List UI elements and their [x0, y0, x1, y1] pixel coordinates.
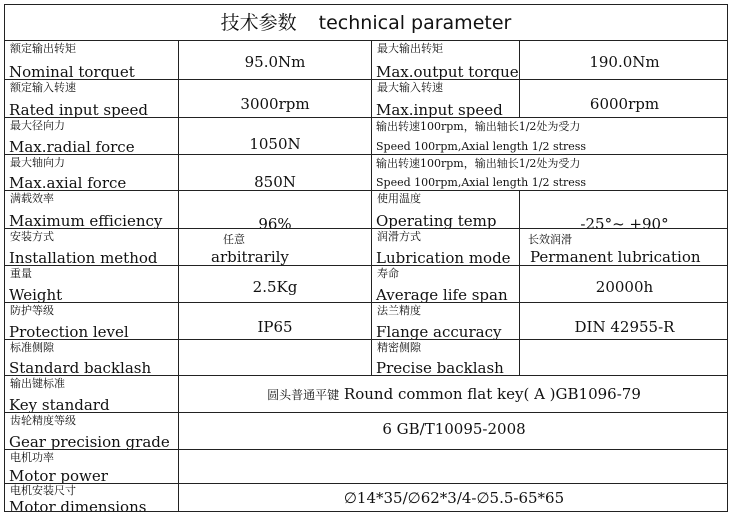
- value-cell: [520, 191, 729, 228]
- label-cn: 润滑方式: [377, 230, 421, 243]
- label-cell: [5, 229, 179, 265]
- label-cell: [5, 413, 179, 449]
- value-cell: [179, 266, 372, 302]
- label-en: Protection level: [9, 323, 129, 339]
- label-cn: 最大输出转矩: [377, 42, 443, 55]
- table-row-motor-power: [5, 450, 727, 484]
- value: 850N: [254, 173, 296, 190]
- title-en: technical parameter: [318, 12, 512, 34]
- label-en: Nominal torquet: [9, 63, 135, 79]
- label-en: Standard backlash: [9, 359, 152, 375]
- table-row-speed: [5, 80, 727, 118]
- label-cell: [372, 80, 520, 117]
- value: 6 GB/T10095-2008: [382, 420, 526, 438]
- label-en: Operating temp: [376, 212, 497, 228]
- value: 3000rpm: [240, 95, 310, 113]
- label-en: Installation method: [9, 249, 158, 265]
- table-row-key-standard: [5, 376, 727, 413]
- value-cell: [179, 413, 729, 449]
- table-row-backlash: [5, 340, 727, 376]
- label-cell: [5, 41, 179, 79]
- value: arbitrarily: [211, 248, 289, 265]
- label-cn: 电机安装尺寸: [10, 484, 76, 497]
- label-cell: [5, 80, 179, 117]
- label-cn: 齿轮精度等级: [10, 414, 76, 427]
- label-cn: 额定输入转速: [10, 81, 76, 94]
- label-en: Motor dimensions: [9, 498, 147, 511]
- label-cell: [372, 340, 520, 375]
- value: 1050N: [249, 135, 301, 153]
- table-row-weight: [5, 266, 727, 303]
- value: [179, 385, 729, 403]
- label-en: Rated input speed: [9, 101, 149, 117]
- label-cell: [5, 450, 179, 483]
- label-cn: 防护等级: [10, 304, 54, 317]
- label-cn: 标准侧隙: [10, 341, 54, 354]
- value-cell: [179, 484, 729, 511]
- label-en: Max.axial force: [9, 174, 127, 190]
- label-en: Motor power: [9, 467, 108, 483]
- label-en: Key standard: [9, 396, 110, 412]
- label-en: Max.output torque: [376, 63, 519, 79]
- label-cn: 输出键标准: [10, 377, 65, 390]
- value-en: Round common flat key( A )GB1096-79: [343, 385, 641, 403]
- label-cn: 法兰精度: [377, 304, 421, 317]
- label-cell: [5, 340, 179, 375]
- label-cell: [372, 41, 520, 79]
- value-cell: [179, 191, 372, 228]
- label-cell: [5, 376, 179, 412]
- note-cn: 输出转速100rpm，输出轴长1/2处为受力: [376, 157, 581, 170]
- label-cell: [5, 484, 179, 511]
- label-cell: [372, 266, 520, 302]
- label-cn: 最大输入转速: [377, 81, 443, 94]
- value-cn: 圆头普通平键: [267, 388, 340, 402]
- value: 96%: [258, 215, 292, 228]
- label-cell: [372, 303, 520, 339]
- value-cn: 长效润滑: [528, 233, 572, 246]
- label-cell: [372, 191, 520, 228]
- label-en: Max.input speed: [376, 101, 503, 117]
- label-en: Lubrication mode: [376, 249, 511, 265]
- label-cn: 安装方式: [10, 230, 54, 243]
- technical-parameter-table: [4, 4, 728, 512]
- value-cell: [179, 376, 729, 412]
- value: 190.0Nm: [589, 53, 660, 71]
- value: -25°~ +90°: [580, 215, 669, 228]
- table-row-protection: [5, 303, 727, 340]
- value: IP65: [257, 318, 293, 336]
- label-cell: [5, 266, 179, 302]
- value: 20000h: [595, 278, 654, 296]
- table-row-gear-precision: [5, 413, 727, 450]
- table-row-axial-force: [5, 155, 727, 191]
- label-cell: [5, 303, 179, 339]
- label-cell: [5, 191, 179, 228]
- table-title: [5, 5, 727, 41]
- table-row-installation: [5, 229, 727, 266]
- value-cell: [520, 41, 729, 79]
- label-en: Maximum efficiency: [9, 212, 163, 228]
- label-cell: [5, 118, 179, 154]
- label-cn: 最大径向力: [10, 119, 65, 132]
- note-cn: 输出转速100rpm，输出轴长1/2处为受力: [376, 120, 581, 133]
- label-cn: 精密侧隙: [377, 341, 421, 354]
- value: 2.5Kg: [252, 278, 298, 296]
- label-cn: 额定输出转矩: [10, 42, 76, 55]
- label-cn: 寿命: [377, 267, 399, 280]
- value-cell: [520, 266, 729, 302]
- label-cn: 重量: [10, 267, 32, 280]
- note-cell: [372, 155, 729, 190]
- label-en: Weight: [9, 286, 63, 302]
- note-en: Speed 100rpm,Axial length 1/2 stress: [376, 176, 587, 189]
- value-cell: [179, 340, 372, 375]
- value-cell: [179, 303, 372, 339]
- label-cn: 满载效率: [10, 192, 54, 205]
- value-cell: [179, 155, 372, 190]
- note-cell: [372, 118, 729, 154]
- value-cell: [520, 340, 729, 375]
- value: 6000rpm: [589, 95, 660, 113]
- label-en: Average life span: [376, 286, 508, 302]
- value-cell: [520, 80, 729, 117]
- label-en: Max.radial force: [9, 138, 135, 154]
- label-cell: [372, 229, 520, 265]
- value-cell: [179, 41, 372, 79]
- value-cell: [520, 303, 729, 339]
- table-row-radial-force: [5, 118, 727, 155]
- label-en: Precise backlash: [376, 359, 504, 375]
- label-cn: 最大轴向力: [10, 156, 65, 169]
- label-en: Gear precision grade: [9, 433, 170, 449]
- table-row-motor-dimensions: [5, 484, 727, 511]
- value-cell: [520, 229, 729, 265]
- table-row-efficiency: [5, 191, 727, 229]
- note-en: Speed 100rpm,Axial length 1/2 stress: [376, 140, 587, 153]
- label-cell: [5, 155, 179, 190]
- value-cn: 任意: [223, 233, 245, 246]
- value-cell: [179, 118, 372, 154]
- value: ∅14*35/∅62*3/4-∅5.5-65*65: [343, 489, 565, 507]
- value-cell: [179, 450, 729, 483]
- value: DIN 42955-R: [574, 318, 675, 336]
- value: 95.0Nm: [244, 53, 306, 71]
- value: Permanent lubrication: [530, 248, 701, 265]
- label-cn: 电机功率: [10, 451, 54, 464]
- label-en: Flange accuracy: [376, 323, 502, 339]
- title-cn: 技术参数: [220, 12, 297, 34]
- label-cn: 使用温度: [377, 192, 421, 205]
- table-row-torque: [5, 41, 727, 80]
- value-cell: [179, 229, 372, 265]
- value-cell: [179, 80, 372, 117]
